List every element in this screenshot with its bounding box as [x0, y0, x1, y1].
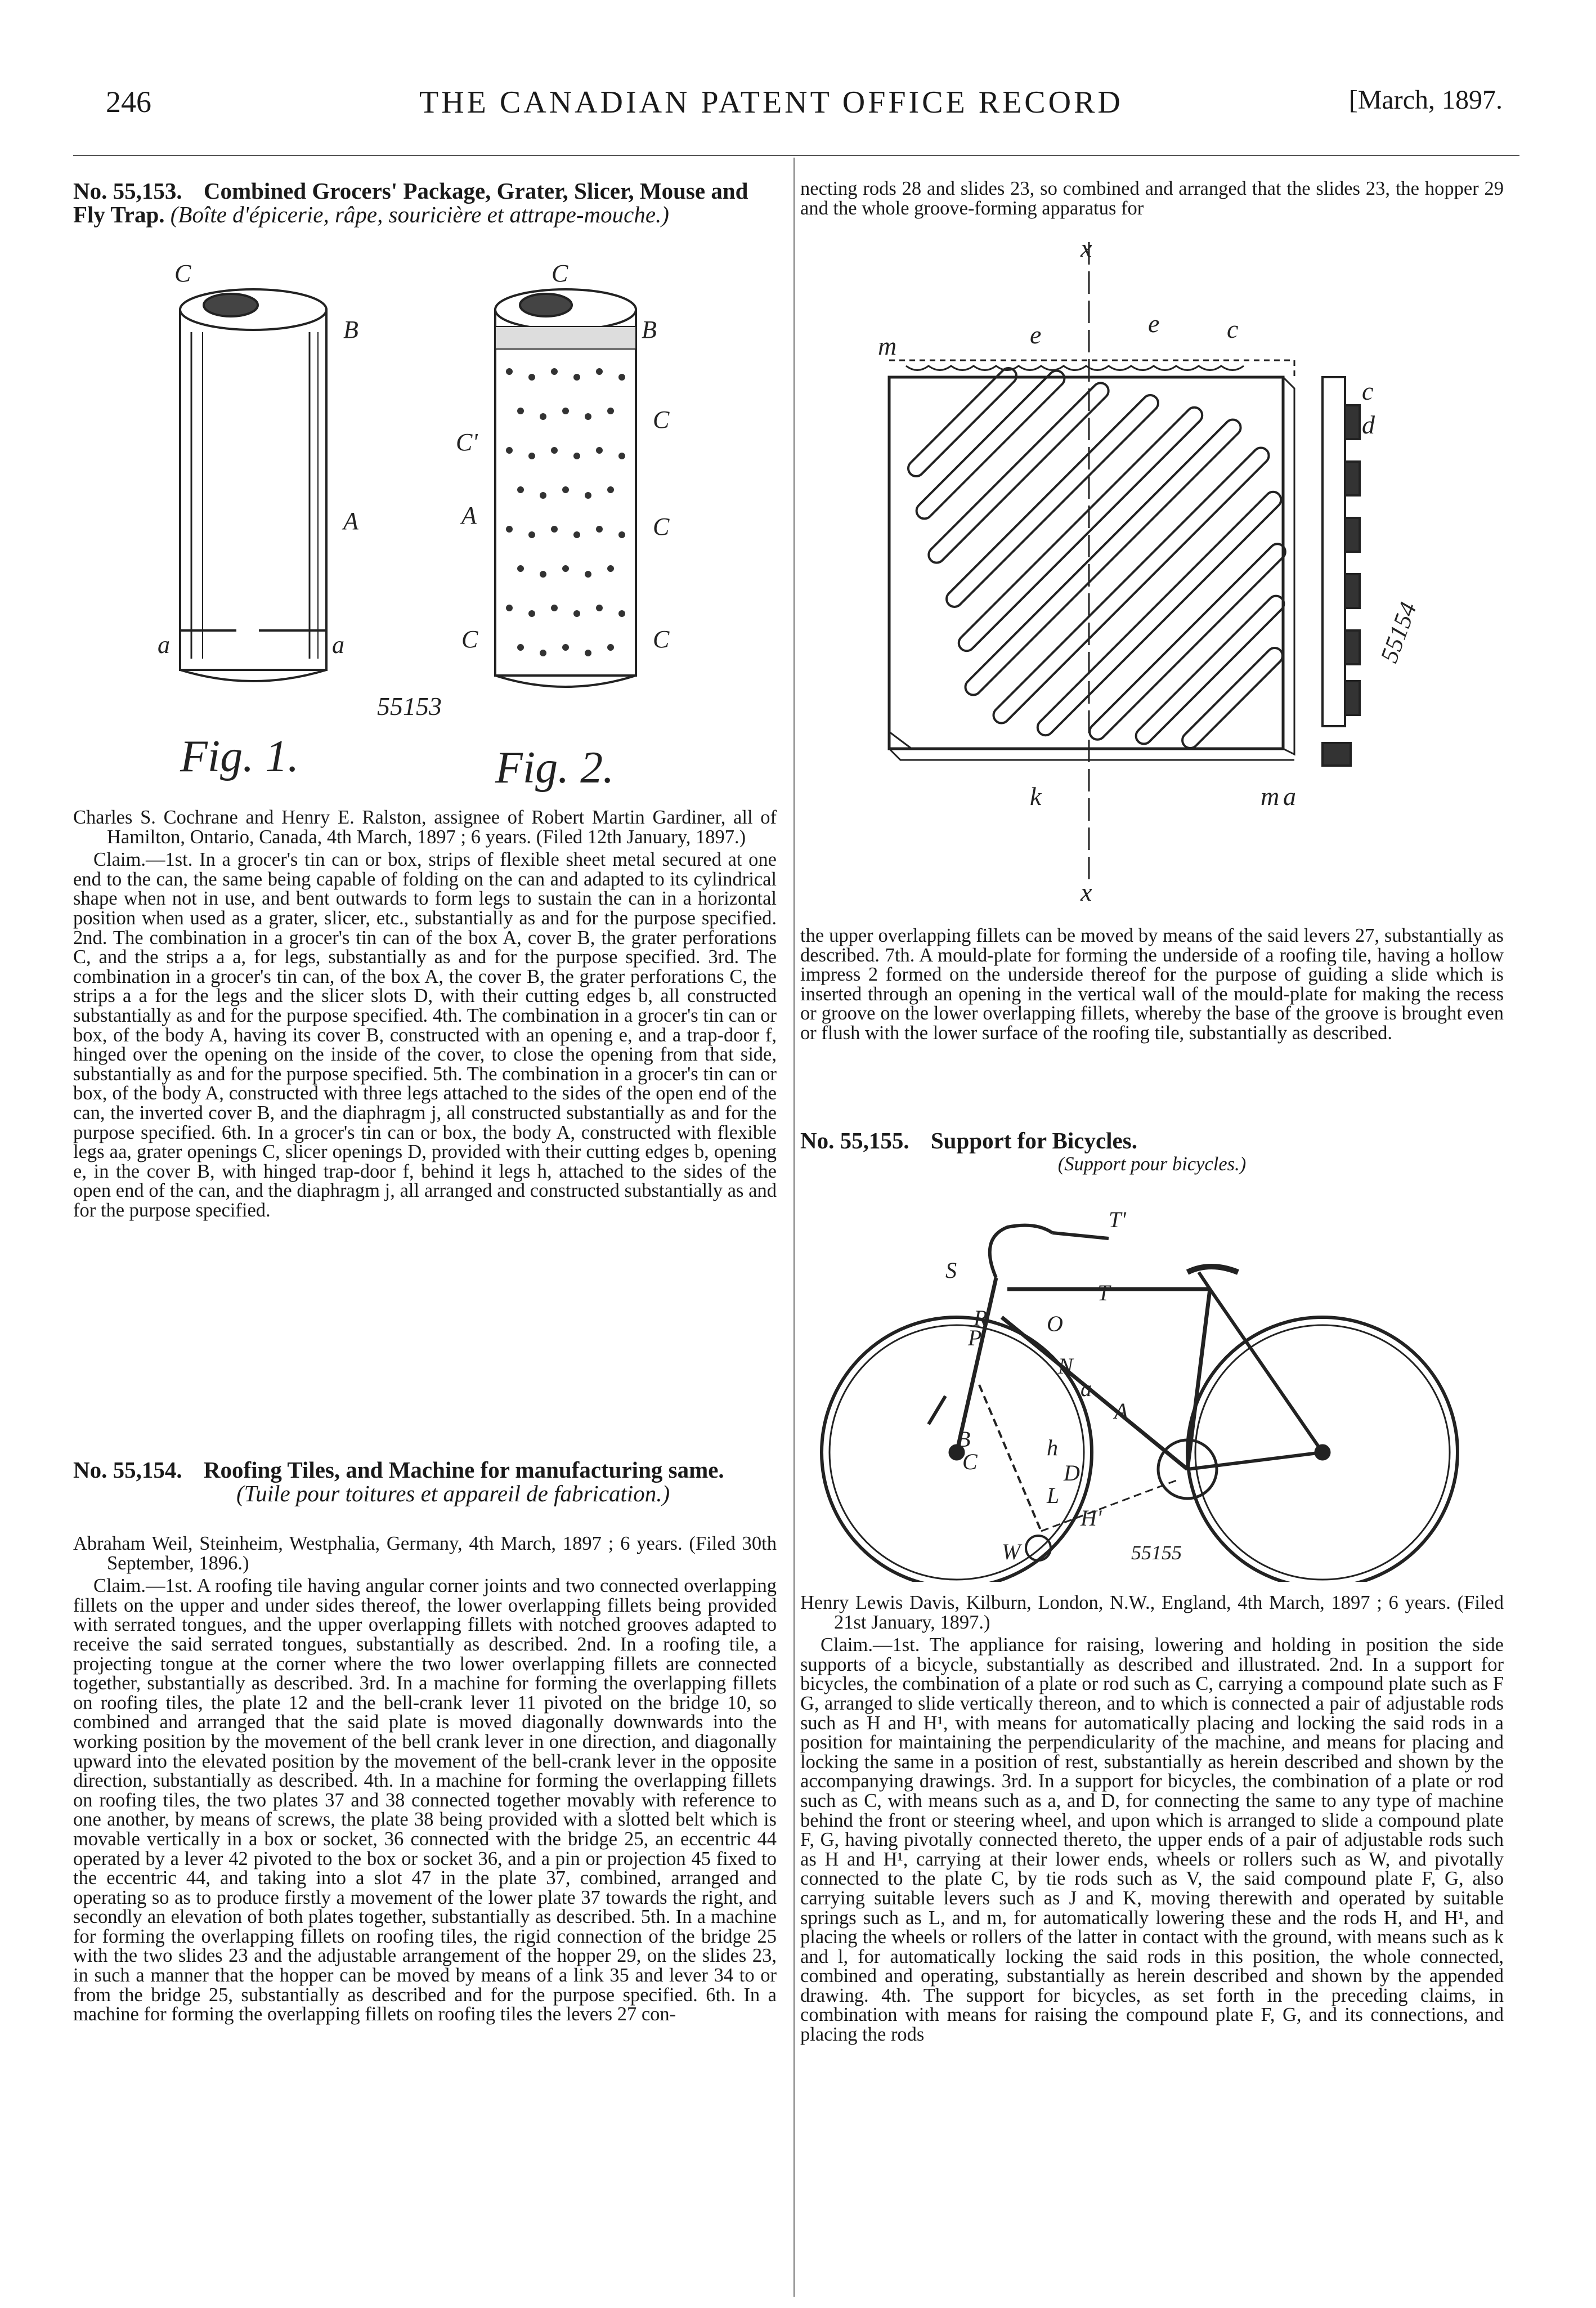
tile-label: k	[1030, 782, 1042, 811]
fig1-can-drawing	[180, 289, 326, 681]
fig1-label: a	[158, 631, 170, 659]
patent-title: Support for Bicycles.	[930, 1128, 1137, 1153]
bicycle-drawing	[822, 1225, 1458, 1582]
bicycle-label: L	[1047, 1483, 1060, 1508]
figure-number: 55155	[1131, 1541, 1182, 1564]
bicycle-label: W	[1002, 1539, 1021, 1564]
tile-label: a	[1283, 782, 1296, 811]
fig2-label: C	[461, 625, 478, 653]
patent-title: Combined Grocers' Package, Grater, Slicer, Mouse and Fly Trap.	[73, 178, 748, 227]
bicycle-label: R	[974, 1305, 988, 1331]
patent-inventors: Henry Lewis Davis, Kilburn, London, N.W., England, 4th March, 1897 ; 6 years. (Filed 21st January, 1897.)	[800, 1592, 1504, 1633]
patent-claim: Claim.—1st. The appliance for raising, lowering and holding in position the side supports of a bicycle, substantially as described and illustrated. 2nd. In a support for bicycles, the combination of a plate or rod such as C, carrying a compound plate such as F G, arranged to slide vertically thereon, and to which is connected a pair of adjustable rods such as H and H¹, with means for automatically placing and locking the said rods in a position for maintaining the perpendicularity of the machine, and means for placing and locking the same in a position of rest, substantially as herein described and shown by the accompanying drawings. 3rd. In a support for bicycles, the combination of a plate or rod such as C, with means such as a, and D, for connecting the same to any type of machine behind the front or steering wheel, and upon which is arranged to slide a compound plate F, G, having pivotally connected thereto, the upper ends of a pair of adjustable rods such as H and H¹, carrying at their lower ends, wheels or rollers such as W, and pivotally connected to the plate C, by tie rods such as V, the said compound plate F, G, also carrying suitable levers such as J and K, moving therewith and operated by suitable springs such as L, and m, for automatically lowering these and the rods H, and H¹, and placing the wheels or rollers of the latter in contact with the ground, with means such as k and l, for automatically locking the said rods in this position, the whole connected, combined and operating, substantially as herein described and shown by the appended drawing. 4th. The support for bicycles, as set forth in the preceding claims, in combination with means for raising the compound plate F, G, and its connections, and placing the rods	[800, 1634, 1504, 2046]
bicycle-label: T'	[1109, 1207, 1126, 1232]
tile-label: c	[1362, 377, 1374, 405]
fig2-grater-perforations	[506, 368, 625, 656]
patent-inventors: Charles S. Cochrane and Henry E. Ralston, assignee of Robert Martin Gardiner, all of Hamilton, Ontario, Canada, 4th March, 1897 ; 6 years. (Filed 12th January, 1897.)	[73, 807, 777, 848]
patent-claim: Claim.—1st. In a grocer's tin can or box, strips of flexible sheet metal secured at one end to the can, the same being capable of folding on the can and adapted to its cylindrical shape when not in use, and bent outwards to form legs to sustain the can in a horizontal position when used as a grater, slicer, etc., substantially as and for the purpose specified. 2nd. The combination in a grocer's tin can of the box A, cover B, the grater perforations C, and the strips a a, for legs, substantially as and for the purpose specified. 3rd. The combination in a grocer's tin can, of the box A, the cover B, the grater perforations C, the strips a a for the legs and the slicer slots D, with their cutting edges b, all constructed substantially as and for the purpose specified. 4th. The combination in a grocer's tin can or box, of the body A, having its cover B, constructed with an opening e, and a trap-door f, hinged over the opening on the inside of the cover, to close the opening from that side, substantially as and for the purpose specified. 5th. The combination in a grocer's tin can or box, of the body A, constructed with three legs attached to the sides of the open end of the can, the inverted cover B, and the diaphragm j, all constructed substantially as and for the purpose specified. 6th. In a grocer's tin can or box, the body A, constructed with flexible legs aa, grater openings C, slicer openings D, provided with their cutting edges b, opening e, in the cover B, with hinged trap-door f, behind it legs h, attached to the sides of the open end of the can, and the diaphragm j, all arranged and constructed substantially as and for the purpose specified.	[73, 849, 777, 1221]
journal-title: THE CANADIAN PATENT OFFICE RECORD	[419, 85, 1123, 120]
section-label-x: x	[1081, 236, 1092, 262]
bicycle-label: N	[1058, 1353, 1073, 1379]
fig1-label: B	[343, 316, 358, 343]
bicycle-label: h	[1047, 1435, 1058, 1460]
fig2-label: C'	[456, 428, 478, 456]
fig1-caption: Fig. 1.	[180, 732, 299, 781]
page-number: 246	[106, 85, 151, 119]
tile-label: d	[1362, 410, 1375, 439]
patent-55153-body	[73, 808, 777, 1220]
patent-title-french: (Tuile pour toitures et appareil de fabrication.)	[236, 1480, 670, 1506]
fig2-label: C	[653, 406, 670, 433]
patent-55154-continued	[800, 179, 1504, 218]
patent-claim-part1: Claim.—1st. A roofing tile having angular corner joints and two connected overlapping fillets on the upper and under sides thereof, the lower overlapping fillets being provided with serrated tongues, and the upper overlapping fillets with notched grooves adapted to receive the said serrated tongues, substantially as described. 2nd. In a roofing tile, a projecting tongue at the corner where the two lower overlapping fillets are connected together, substantially as described. 3rd. In a machine for forming the overlapping fillets on roofing tiles, the plate 12 and the bell-crank lever 11 pivoted on the bridge 10, so combined and arranged that the said plate is moved diagonally downwards into the working position by the movement of the bell crank lever in one direction, and diagonally upward into the elevated position by the movement of the bell-crank lever in the opposite direction, substantially as described. 4th. In a machine for forming the overlapping fillets on roofing tiles, the two plates 37 and 38 connected together movably with reference to one another, by means of screws, the plate 38 being provided with a slotted belt which is movable vertically in a box or socket, 36 connected with the bridge 25, an eccentric 44 operated by a lever 42 pivoted to the box or socket 36, and a pin or projection 45 fixed to the eccentric 44, and taking into a slot 47 in the plate 37, combined, arranged and operating so as to produce firstly a movement of the lower plate 37 towards the right, and secondly an elevation of both plates together, substantially as described. 5th. In a machine for forming the overlapping fillets on roofing tiles, the rigid connection of the bridge 25 with the two slides 23 and the adjustable arrangement of the hopper 29, on the slides 23, in such a manner that the hopper can be moved by means of a link 35 and lever 34 to or from the bridge 25, substantially as described and for the purpose specified. 6th. In a machine for forming the overlapping fillets on roofing tiles the levers 27 con-	[73, 1575, 777, 2025]
fig1-label: A	[343, 507, 358, 535]
tile-section-drawing	[1322, 377, 1360, 766]
bicycle-label: H'	[1081, 1505, 1102, 1531]
fig2-label: C	[653, 513, 670, 540]
tile-label: e	[1030, 320, 1042, 349]
bicycle-label: D	[1064, 1460, 1080, 1486]
patent-title: Roofing Tiles, and Machine for manufacturing same.	[203, 1457, 724, 1483]
figure-55154	[867, 236, 1497, 912]
patent-55154-heading	[73, 1458, 777, 1505]
figure-number: 55154	[1375, 598, 1423, 667]
patent-number: No. 55,155.	[800, 1128, 909, 1153]
patent-55154-claim-end	[800, 926, 1504, 1043]
patent-number: No. 55,154.	[73, 1457, 182, 1483]
patent-number: No. 55,153.	[73, 178, 182, 204]
patent-55155-body	[800, 1593, 1504, 2045]
fig2-caption: Fig. 2.	[495, 743, 615, 793]
fig2-label: A	[461, 502, 477, 529]
patent-claim-part2: necting rods 28 and slides 23, so combined and arranged that the slides 23, the hopper 29 and the whole groove-forming apparatus for	[800, 178, 1504, 219]
bicycle-label: P	[968, 1325, 982, 1350]
tile-label: m	[1261, 782, 1280, 811]
issue-date: [March, 1897.	[1348, 85, 1503, 115]
bicycle-label: C	[962, 1449, 978, 1474]
patent-55154-body	[73, 1534, 777, 2024]
fig2-label: C	[653, 625, 670, 653]
figure-number: 55153	[377, 692, 442, 721]
bicycle-label: A	[1114, 1398, 1128, 1424]
tile-label: c	[1227, 315, 1239, 343]
bicycle-label: a	[1081, 1376, 1092, 1401]
figure-55153	[158, 265, 692, 805]
column-divider	[793, 158, 795, 2297]
patent-55153-heading	[73, 179, 777, 226]
bicycle-label: T	[1097, 1280, 1110, 1305]
figure-55155	[816, 1188, 1491, 1582]
bicycle-label: S	[945, 1258, 957, 1283]
fig1-label: a	[332, 631, 344, 659]
fig1-label: C	[174, 265, 191, 287]
tile-label: m	[878, 332, 897, 360]
bicycle-label: O	[1047, 1311, 1063, 1336]
tile-label: e	[1148, 309, 1160, 338]
section-label-x: x	[1081, 878, 1092, 906]
bicycle-label: B	[957, 1426, 971, 1452]
patent-55155-heading	[800, 1129, 1504, 1174]
running-header	[96, 84, 1503, 135]
fig2-label: C	[552, 265, 568, 287]
fig2-label: B	[642, 316, 657, 343]
patent-title-french: (Support pour bicycles.)	[1057, 1153, 1247, 1175]
patent-claim-part3: the upper overlapping fillets can be moved by means of the said levers 27, substantially as described. 7th. A mould-plate for forming the underside of a roofing tile, having a hollow impress 2 formed on the underside thereof for the purpose of guiding a slide which is inserted through an opening in the vertical wall of the mould-plate for making the recess or groove on the lower overlapping fillets, whereby the base of the groove is brought even or flush with the lower surface of the roofing tile, substantially as described.	[800, 925, 1504, 1044]
patent-title-french: (Boîte d'épicerie, râpe, souricière et attrape-mouche.)	[170, 202, 669, 227]
tile-diagonal-grooves	[905, 365, 1288, 752]
header-rule	[73, 155, 1519, 156]
patent-inventors: Abraham Weil, Steinheim, Westphalia, Germany, 4th March, 1897 ; 6 years. (Filed 30th September, 1896.)	[73, 1533, 777, 1574]
